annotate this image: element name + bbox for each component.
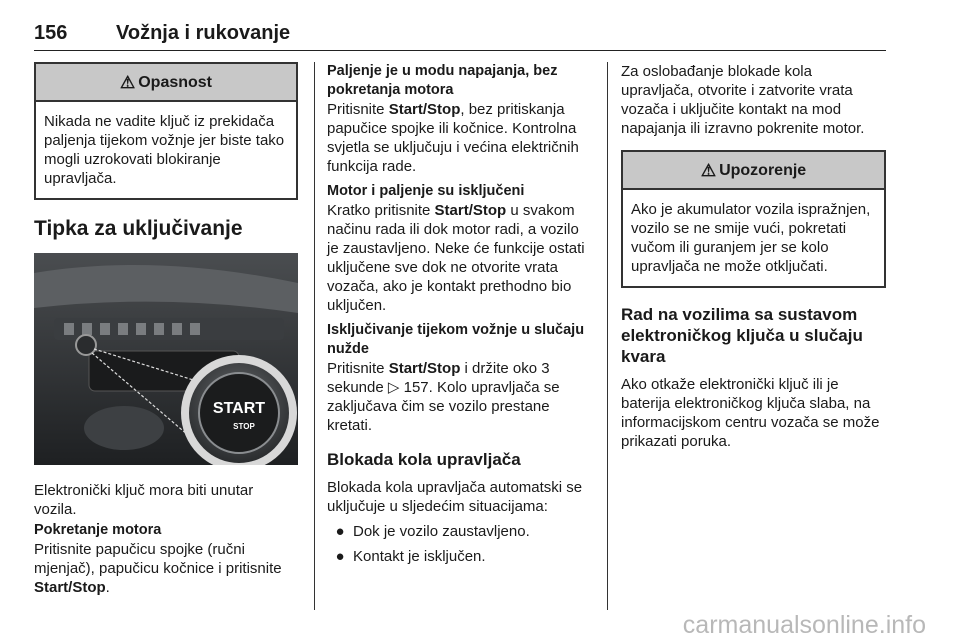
list-item: ● Kontakt je isključen. — [327, 547, 592, 566]
section-title: Rad na vozilima sa sustavom elektroničkog ključa u slučaju kvara — [621, 305, 863, 366]
subheading: Pokretanje motora — [34, 522, 162, 538]
warning-triangle-icon: ⚠ — [700, 160, 717, 180]
subheading: Paljenje je u modu napajanja, bez pokretanja motora — [327, 63, 558, 98]
danger-box-header — [36, 64, 296, 102]
column-3 — [621, 62, 886, 451]
subheading: Motor i paljenje su isključeni — [327, 183, 525, 199]
subheading: Isključivanje tijekom vožnje u slučaju nužde — [327, 322, 585, 357]
page-number: 156 — [34, 22, 68, 44]
warning-box — [621, 150, 886, 288]
warning-title: Upozorenje — [719, 161, 807, 179]
column-2 — [327, 62, 592, 566]
danger-box — [34, 62, 298, 200]
paragraph: Pritisnite Start/Stop i držite oko 3 sekunde ▷ 157. Kolo upravljača se zaključava čim se vozilo prestane kretati. — [327, 360, 560, 434]
warning-triangle-icon: ⚠ — [119, 72, 136, 92]
page-reference-icon: ▷ — [387, 379, 400, 396]
danger-text: Nikada ne vadite ključ iz prekidača paljenja tijekom vožnje jer biste tako mogli uzrokovati blokiranje upravljača. — [44, 113, 285, 187]
watermark: carmanualsonline.info — [682, 611, 926, 639]
section-title: Blokada kola upravljača — [327, 450, 521, 469]
column-divider — [314, 62, 315, 610]
column-1 — [34, 62, 298, 597]
start-stop-button-illustration — [34, 253, 298, 465]
paragraph: Elektronički ključ mora biti unutar vozila. — [34, 482, 254, 518]
page-header — [34, 22, 886, 51]
paragraph: Ako otkaže elektronički ključ ili je baterija elektroničkog ključa slaba, na informacijskom centru vozača se može prikazati poruka. — [621, 376, 880, 450]
stop-label: STOP — [233, 422, 255, 431]
warning-text: Ako je akumulator vozila ispražnjen, vozilo se ne smije vući, pokretati vučom ili guranjem jer se kolo upravljača ne može otključati. — [631, 201, 871, 275]
column-divider — [607, 62, 608, 610]
paragraph: Pritisnite papučicu spojke (ručni mjenjač), papučicu kočnice i pritisnite Start/Stop. — [34, 541, 282, 596]
start-label: START — [212, 400, 266, 417]
chapter-title: Vožnja i rukovanje — [116, 22, 291, 44]
paragraph: Za oslobađanje blokade kola upravljača, otvorite i zatvorite vrata vozača i uključite kontakt na mod napajanja ili izravno pokrenite motor. — [621, 63, 865, 137]
paragraph: Kratko pritisnite Start/Stop u svakom načinu rada ili dok motor radi, a vozilo je zaustavljeno. Neke će funkcije ostati uključene sve dok ne otvorite vrata vozača, ako je kontakt prethodno bio uključen. — [327, 202, 585, 314]
danger-title: Opasnost — [138, 73, 213, 91]
paragraph: Blokada kola upravljača automatski se uključuje u sljedećim situacijama: — [327, 479, 583, 515]
paragraph: Pritisnite Start/Stop, bez pritiskanja papučice spojke ili kočnice. Kontrolna svjetla se uključuju i većina električnih funkcija rade. — [327, 101, 579, 175]
page-reference[interactable]: 157 — [403, 379, 429, 396]
warning-box-header — [623, 152, 884, 190]
list-item: ● Dok je vozilo zaustavljeno. — [327, 522, 592, 541]
bullet-icon: ● — [335, 523, 345, 540]
bullet-icon: ● — [335, 548, 345, 565]
section-title: Tipka za uključivanje — [34, 217, 243, 240]
